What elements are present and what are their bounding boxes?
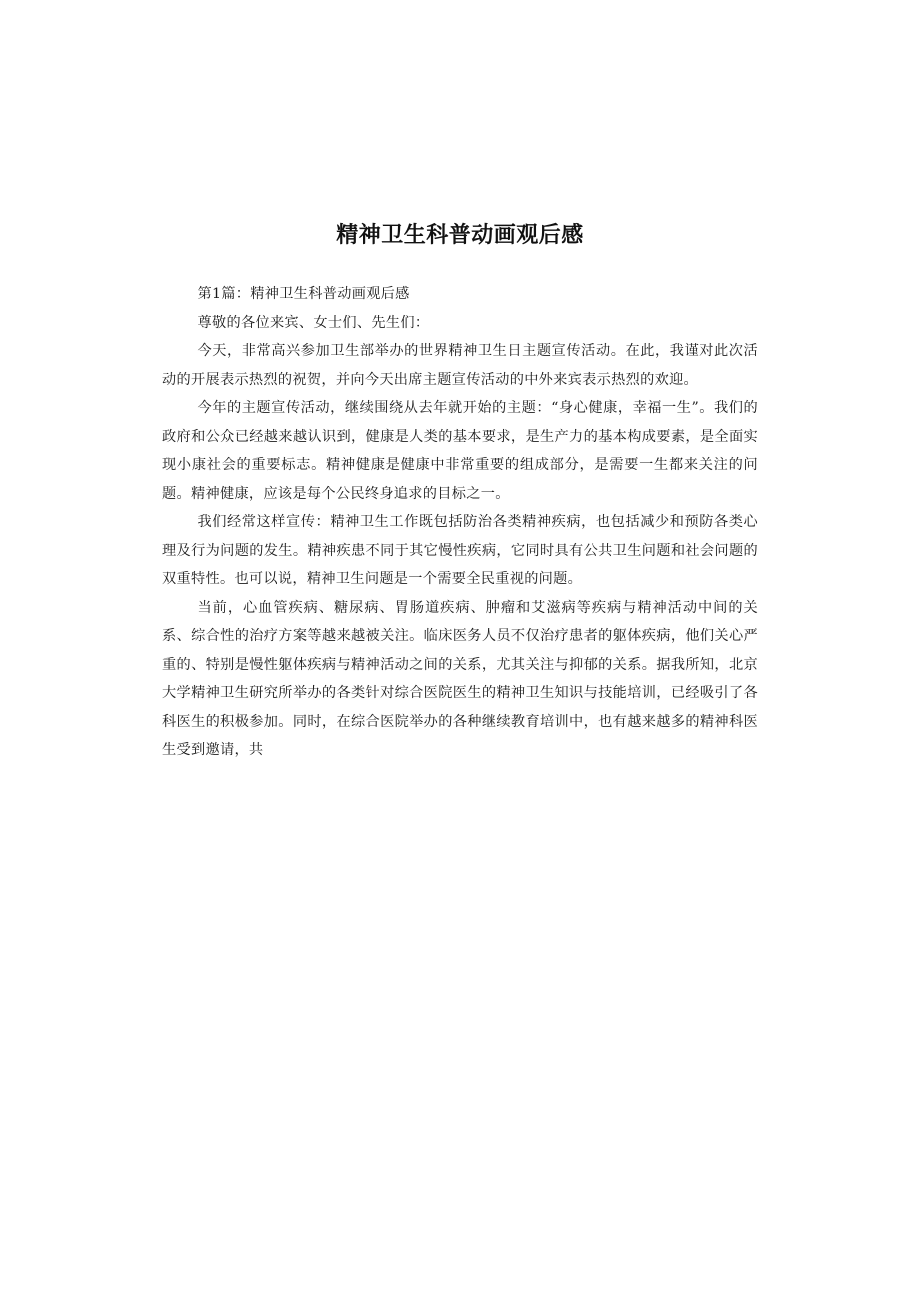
paragraph: 今年的主题宣传活动，继续围绕从去年就开始的主题：“身心健康，幸福一生”。我们的政府和公众已经越来越认识到，健康是人类的基本要求，是生产力的基本构成要素，是全面实现小康社会的重要标志。精神健康是健康中非常重要的组成部分，是需要一生都来关注的问题。精神健康，应该是每个公民终身追求的目标之一。: [162, 400, 758, 502]
document-title: 精神卫生科普动画观后感: [336, 223, 584, 248]
salutation: 尊敬的各位来宾、女士们、先生们：: [197, 314, 430, 331]
paragraph: 当前，心血管疾病、糖尿病、胃肠道疾病、肿瘤和艾滋病等疾病与精神活动中间的关系、综合性的治疗方案等越来越被关注。临床医务人员不仅治疗患者的躯体疾病，他们关心严重的、特别是慢性躯体疾病与精神活动之间的关系，尤其关注与抑郁的关系。据我所知，北京大学精神卫生研究所举办的各类针对综合医院医生的精神卫生知识与技能培训，已经吸引了各科医生的积极参加。同时，在综合医院举办的各种继续教育培训中，也有越来越多的精神科医生受到邀请，共: [162, 599, 758, 758]
document-body: [162, 280, 758, 765]
paragraph: 今天，非常高兴参加卫生部举办的世界精神卫生日主题宣传活动。在此，我谨对此次活动的开展表示热烈的祝贺，并向今天出席主题宣传活动的中外来宾表示热烈的欢迎。: [162, 343, 758, 388]
section-heading: 第1篇：精神卫生科普动画观后感: [197, 286, 410, 302]
paragraph: 我们经常这样宣传：精神卫生工作既包括防治各类精神疾病，也包括减少和预防各类心理及行为问题的发生。精神疾患不同于其它慢性疾病，它同时具有公共卫生问题和社会问题的双重特性。也可以说，精神卫生问题是一个需要全民重视的问题。: [162, 514, 758, 587]
